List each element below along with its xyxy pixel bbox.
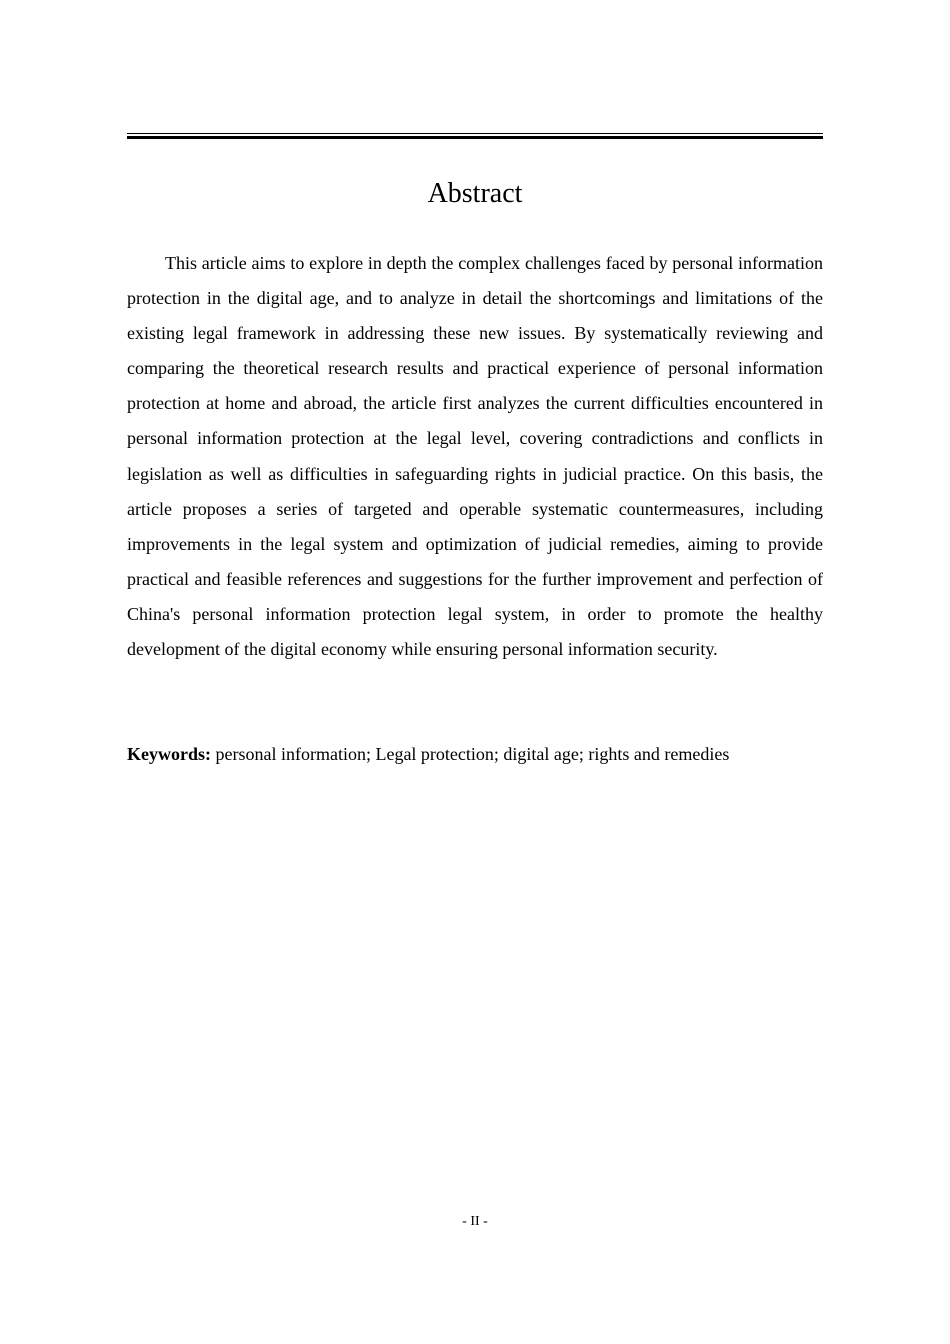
page-number: - II - (462, 1214, 488, 1229)
keywords-label: Keywords: (127, 744, 211, 764)
page-title: Abstract (427, 178, 523, 209)
keywords-text: personal information; Legal protection; digital age; rights and remedies (215, 744, 730, 764)
header-double-rule (127, 133, 823, 139)
abstract-paragraph: This article aims to explore in depth the complex challenges faced by personal information protection in the digital age, and to analyze in detail the shortcomings and limitations of the existing legal framework in addressing these new issues. By systematically reviewing and comparing the theoretical research results and practical experience of personal information protection at home and abroad, the article first analyzes the current difficulties encountered in personal information protection at the legal level, covering contradictions and conflicts in legislation as well as difficulties in safeguarding rights in judicial practice. On this basis, the article proposes a series of targeted and operable systematic countermeasures, including improvements in the legal system and optimization of judicial remedies, aiming to provide practical and feasible references and suggestions for the further improvement and perfection of China's personal information protection legal system, in order to promote the healthy development of the digital economy while ensuring personal information security. (127, 253, 823, 660)
keywords-line (127, 737, 823, 772)
